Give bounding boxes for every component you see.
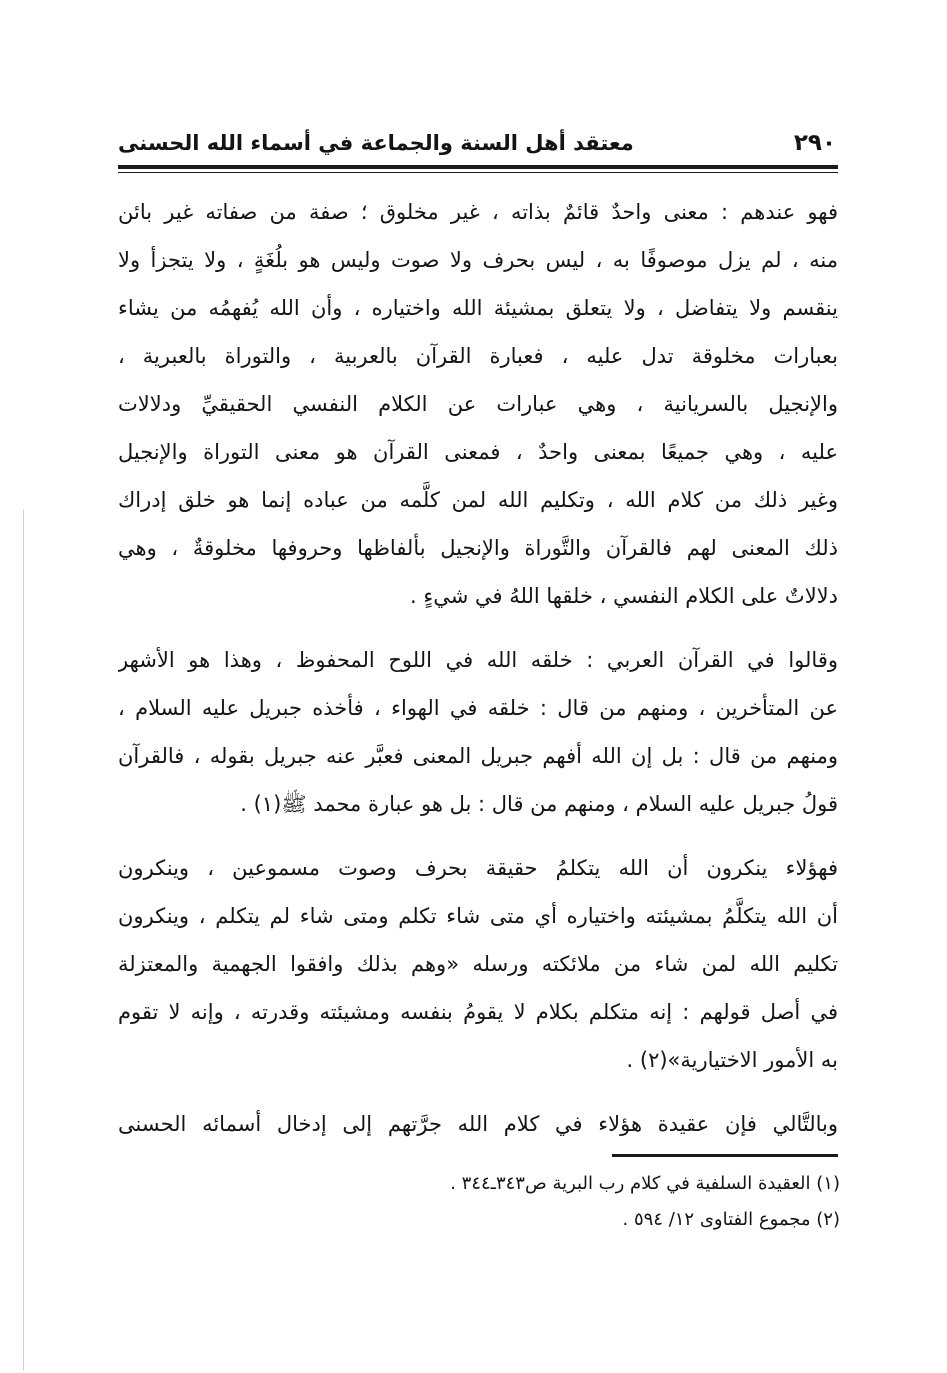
text-line: ومنهم من قال : بل إن الله أفهم جبريل المعنى فعبَّر عنه جبريل بقوله ، فالقرآن (118, 744, 838, 768)
paragraph-1 (118, 188, 838, 620)
page-header (118, 126, 836, 160)
text-line: فهو عندهم : معنى واحدٌ قائمٌ بذاته ، غير مخلوق ؛ صفة من صفاته غير بائن (118, 200, 838, 224)
scan-margin-line (23, 510, 24, 1370)
text-line: وغير ذلك من كلام الله ، وتكليم الله لمن كلَّمه من عباده إنما هو خلق إدراك (118, 488, 838, 512)
paragraph-3 (118, 844, 838, 1084)
text-line: قولُ جبريل عليه السلام ، ومنهم من قال : بل هو عبارة محمد ﷺ(١) . (240, 792, 838, 816)
text-line: ذلك المعنى لهم فالقرآن والتَّوراة والإنجيل بألفاظها وحروفها مخلوقةٌ ، وهي (118, 536, 838, 560)
footnotes (300, 1166, 840, 1238)
text-line: في أصل قولهم : إنه متكلم بكلام لا يقومُ بنفسه ومشيئته وقدرته ، وإنه لا تقوم (118, 1000, 838, 1024)
text-line: عليه ، وهي جميعًا بمعنى واحدٌ ، فمعنى القرآن هو معنى التوراة والإنجيل (118, 440, 838, 464)
footnote-2: (٢) مجموع الفتاوى ١٢/ ٥٩٤ . (622, 1209, 840, 1230)
text-line: فهؤلاء ينكرون أن الله يتكلمُ حقيقة بحرف وصوت مسموعين ، وينكرون (118, 856, 838, 880)
paragraph-4 (118, 1100, 838, 1148)
header-rule-thin (118, 172, 838, 173)
footnote-separator (612, 1154, 838, 1157)
text-line: بعبارات مخلوقة تدل عليه ، فعبارة القرآن بالعربية ، والتوراة بالعبرية ، (118, 344, 838, 368)
text-line: عن المتأخرين ، ومنهم من قال : خلقه في الهواء ، فأخذه جبريل عليه السلام ، (118, 696, 838, 720)
text-line: والإنجيل بالسريانية ، وهي عبارات عن الكلام النفسي الحقيقيِّ ودلالات (118, 392, 838, 416)
page-number: ٢٩٠ (793, 130, 836, 156)
text-line: به الأمور الاختيارية»(٢) . (626, 1048, 838, 1072)
text-line: وقالوا في القرآن العربي : خلقه الله في اللوح المحفوظ ، وهذا هو الأشهر (118, 648, 838, 672)
text-line: دلالاتٌ على الكلام النفسي ، خلقها اللهُ في شيءٍ . (410, 584, 838, 608)
text-line: ينقسم ولا يتفاضل ، ولا يتعلق بمشيئة الله واختياره ، وأن الله يُفهمُه من يشاء (118, 296, 838, 320)
text-line: أن الله يتكلَّمُ بمشيئته واختياره أي متى شاء تكلم ومتى شاء لم يتكلم ، وينكرون (118, 904, 838, 928)
footnote-1: (١) العقيدة السلفية في كلام رب البرية ص٣٤٣ـ٣٤٤ . (450, 1173, 840, 1194)
text-line: وبالتَّالي فإن عقيدة هؤلاء في كلام الله جرَّتهم إلى إدخال أسمائه الحسنى (118, 1112, 838, 1136)
running-title: معتقد أهل السنة والجماعة في أسماء الله الحسنى (118, 131, 634, 155)
text-line: تكليم الله لمن شاء من ملائكته ورسله «وهم بذلك وافقوا الجهمية والمعتزلة (118, 952, 838, 976)
body-text (118, 188, 838, 1148)
paragraph-2 (118, 636, 838, 828)
text-line: منه ، لم يزل موصوفًا به ، ليس بحرف ولا صوت وليس هو بلُغَةٍ ، ولا يتجزأ ولا (118, 248, 838, 272)
header-rule-thick (118, 165, 838, 169)
